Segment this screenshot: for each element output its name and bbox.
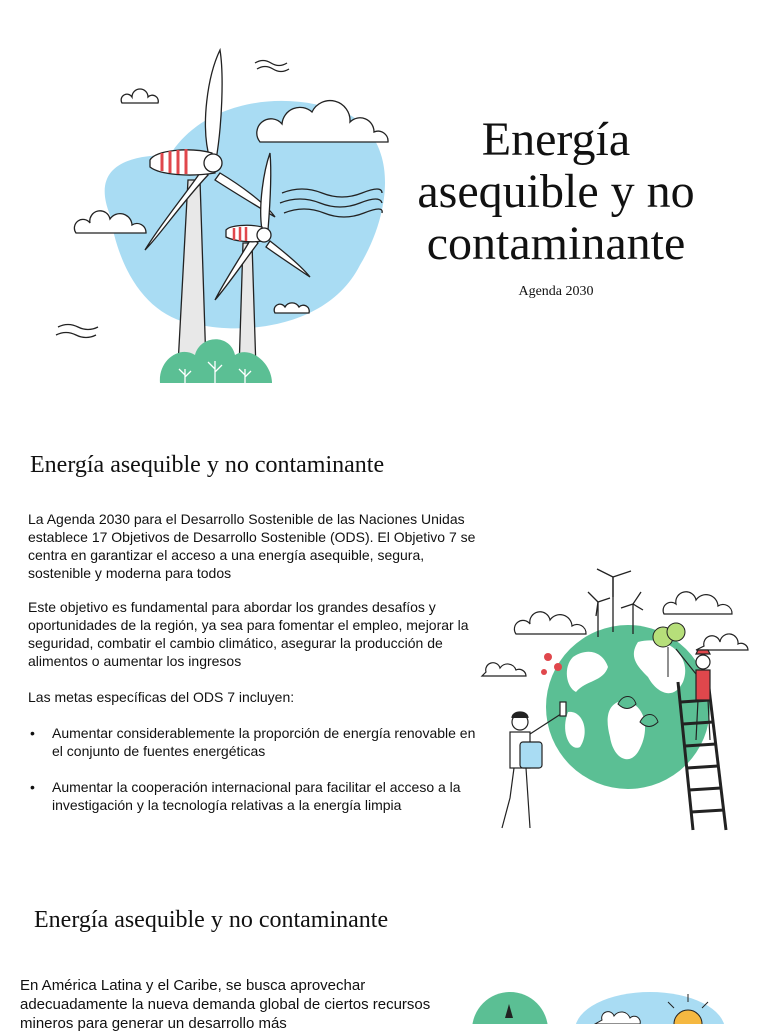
bullet-item bbox=[0, 724, 480, 764]
paragraph-3: Las metas específicas del ODS 7 incluyen: bbox=[28, 689, 295, 705]
subtitle: Agenda 2030 bbox=[518, 284, 594, 299]
paragraph-2: Este objetivo es fundamental para abordar los grandes desafíos y oportunidades de la región, ya sea para fomentar el empleo, mejorar la seguridad, combatir el cambio climático, asegurar la producción de alimentos o aumentar los ingresos bbox=[28, 599, 469, 669]
bullet-text: Aumentar considerablemente la proporción de energía renovable en el conjunto de fuentes energéticas bbox=[52, 725, 476, 759]
earth-people-illustration bbox=[478, 562, 753, 842]
section-heading-3: Energía asequible y no contaminante bbox=[34, 907, 389, 933]
page-title: Energía asequible y no contaminante bbox=[417, 113, 695, 270]
bullet-marker: • bbox=[30, 725, 35, 741]
partial-illustrations bbox=[470, 990, 768, 1024]
wind-turbines-illustration bbox=[50, 45, 395, 385]
bullet-marker: • bbox=[30, 779, 35, 795]
bullet-text: Aumentar la cooperación internacional para facilitar el acceso a la investigación y la tecnología relativas a la energía limpia bbox=[52, 779, 461, 813]
paragraph-slide3: En América Latina y el Caribe, se busca aprovechar adecuadamente la nueva demanda global de ciertos recursos mineros para generar un desarrollo más bbox=[20, 977, 431, 1032]
paragraph-1: La Agenda 2030 para el Desarrollo Sostenible de las Naciones Unidas establece 17 Objetivos de Desarrollo Sostenible (ODS). El Objetivo 7 se centra en garantizar el acceso a una energía asequible, segura, sostenible y moderna para todos bbox=[28, 511, 476, 581]
bullet-item bbox=[0, 778, 480, 818]
section-heading-2: Energía asequible y no contaminante bbox=[30, 452, 385, 478]
